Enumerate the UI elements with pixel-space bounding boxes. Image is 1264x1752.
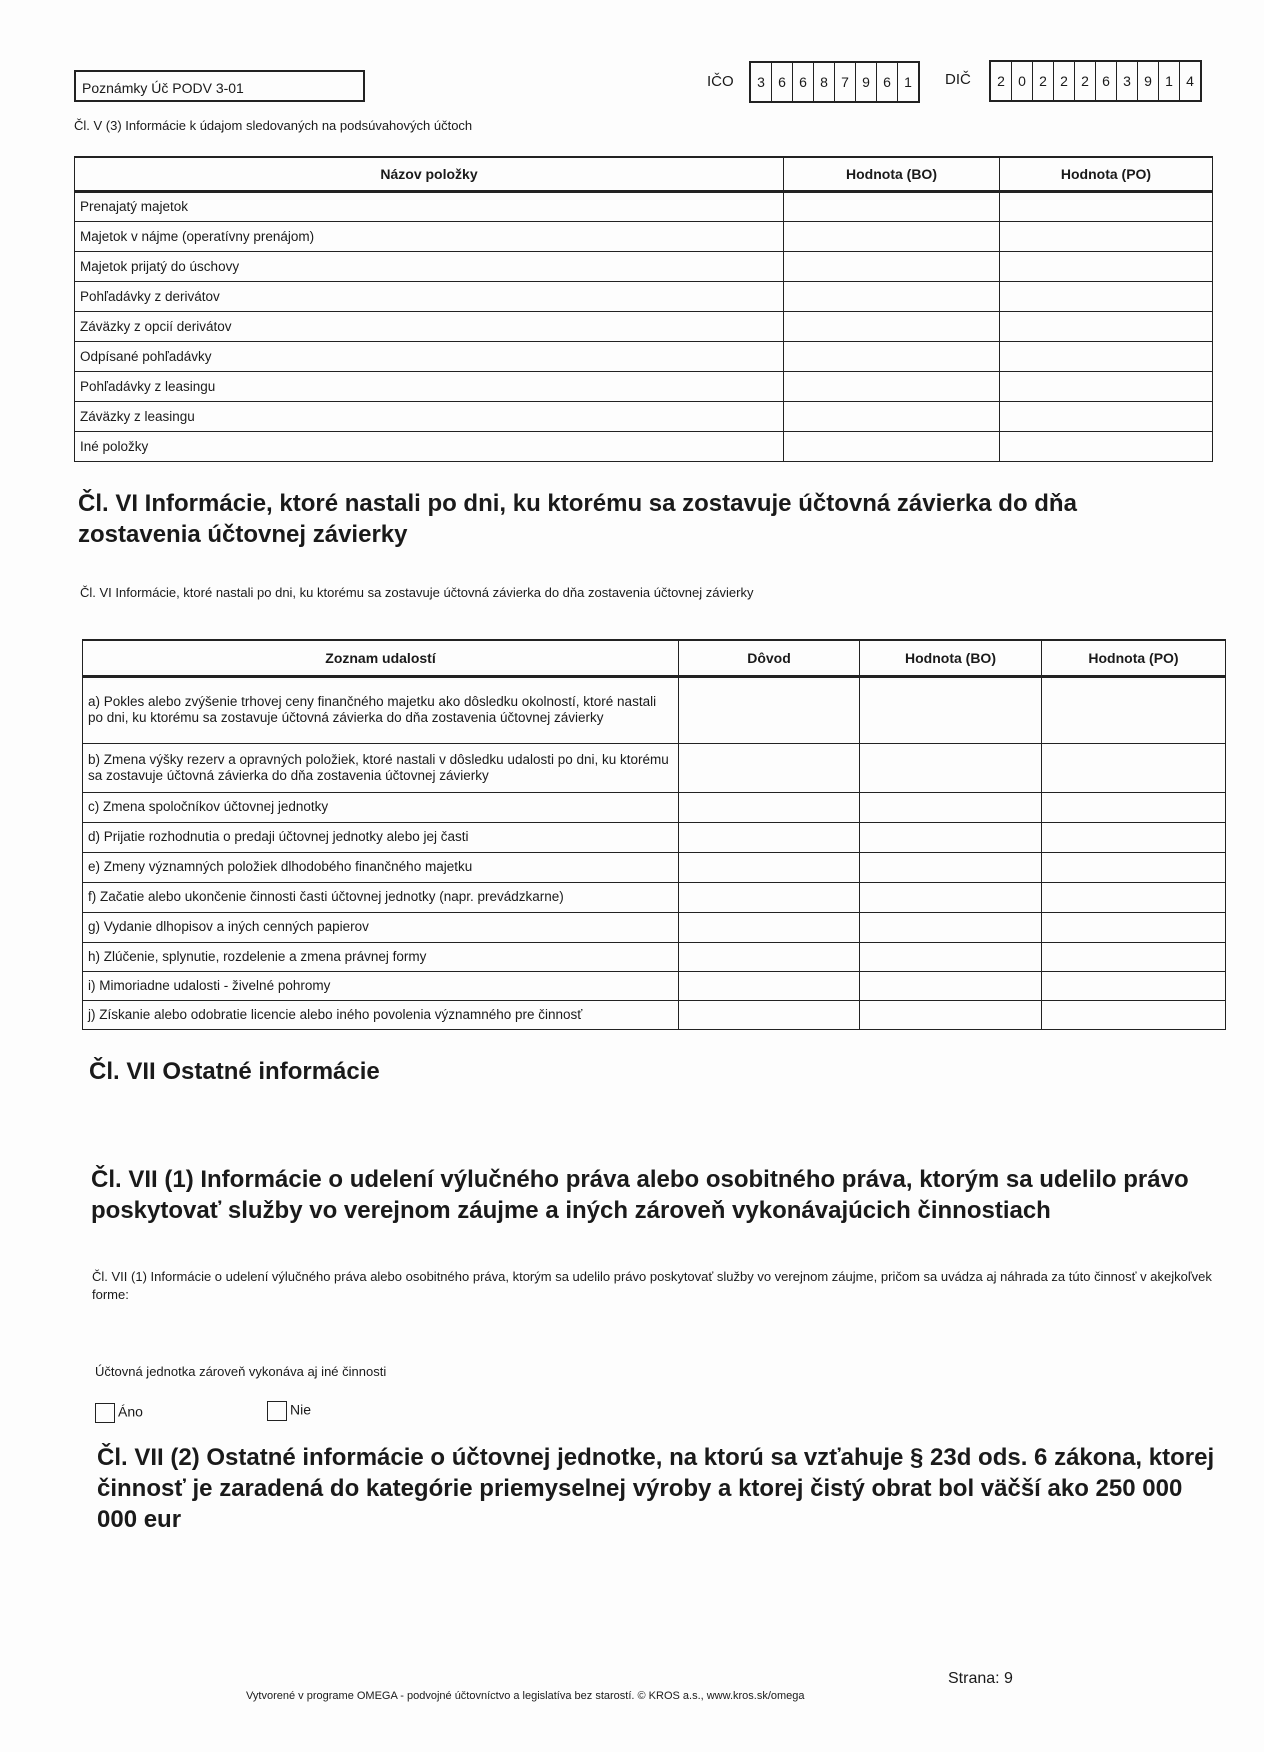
option-yes-label: Áno bbox=[118, 1403, 143, 1420]
ico-label: IČO bbox=[707, 73, 734, 90]
value-bo-cell[interactable] bbox=[860, 743, 1042, 792]
value-po-cell[interactable] bbox=[1042, 822, 1226, 852]
offbalance-table bbox=[74, 156, 1213, 462]
table-row bbox=[83, 912, 1226, 942]
value-po-cell[interactable] bbox=[1000, 341, 1213, 371]
value-po-cell[interactable] bbox=[1000, 401, 1213, 431]
col-header: Zoznam udalostí bbox=[83, 640, 679, 676]
table-row bbox=[83, 676, 1226, 743]
table-row bbox=[75, 191, 1213, 221]
value-bo-cell[interactable] bbox=[860, 912, 1042, 942]
value-bo-cell[interactable] bbox=[860, 822, 1042, 852]
value-po-cell[interactable] bbox=[1000, 221, 1213, 251]
table-row bbox=[75, 221, 1213, 251]
value-po-cell[interactable] bbox=[1042, 1000, 1226, 1029]
digit-cell: 1 bbox=[1159, 62, 1180, 100]
section-vii-1-heading: Čl. VII (1) Informácie o udelení výlučného práva alebo osobitného práva, ktorým sa udelilo právo poskytovať služby vo verejnom záujme a iných zároveň vykonávajúcich činnostiach bbox=[91, 1166, 1189, 1224]
table-row bbox=[83, 971, 1226, 1000]
digit-cell: 1 bbox=[904, 74, 912, 90]
table-row bbox=[75, 401, 1213, 431]
value-po-cell[interactable] bbox=[1042, 743, 1226, 792]
events-table bbox=[82, 639, 1226, 1030]
event-name: b) Zmena výšky rezerv a opravných položiek, ktoré nastali v dôsledku udalosti po dni, ku ktorému sa zostavuje účtovná závierka do dňa zostavenia účtovnej závierky bbox=[83, 743, 679, 792]
footer-credit: Vytvorené v programe OMEGA - podvojné účtovníctvo a legislatíva bez starostí. © KROS a.s., www.kros.sk/omega bbox=[246, 1690, 805, 1702]
item-name: Pohľadávky z leasingu bbox=[75, 371, 784, 401]
value-bo-cell[interactable] bbox=[784, 371, 1000, 401]
item-name: Majetok prijatý do úschovy bbox=[75, 251, 784, 281]
col-header: Hodnota (BO) bbox=[860, 640, 1042, 676]
section-vi-heading: Čl. VI Informácie, ktoré nastali po dni, ku ktorému sa zostavuje účtovná závierka do dňa zostavenia účtovnej závierky bbox=[78, 490, 1077, 548]
table-row bbox=[75, 311, 1213, 341]
reason-cell[interactable] bbox=[679, 1000, 860, 1029]
checkbox-no[interactable] bbox=[267, 1401, 287, 1421]
dic-label: DIČ bbox=[945, 71, 971, 88]
option-no[interactable] bbox=[267, 1401, 311, 1421]
value-po-cell[interactable] bbox=[1000, 281, 1213, 311]
digit-cell: 8 bbox=[814, 63, 835, 101]
checkbox-yes[interactable] bbox=[95, 1403, 115, 1423]
reason-cell[interactable] bbox=[679, 822, 860, 852]
reason-cell[interactable] bbox=[679, 743, 860, 792]
table-row bbox=[75, 431, 1213, 461]
event-name: c) Zmena spoločníkov účtovnej jednotky bbox=[83, 792, 679, 822]
value-bo-cell[interactable] bbox=[860, 852, 1042, 882]
item-name: Iné položky bbox=[75, 431, 784, 461]
item-name: Majetok v nájme (operatívny prenájom) bbox=[75, 221, 784, 251]
value-bo-cell[interactable] bbox=[860, 1000, 1042, 1029]
table-row bbox=[83, 743, 1226, 792]
event-name: g) Vydanie dlhopisov a iných cenných papierov bbox=[83, 912, 679, 942]
digit-cell: 2 bbox=[991, 62, 1012, 100]
digit-cell: 3 bbox=[751, 63, 772, 101]
event-name: d) Prijatie rozhodnutia o predaji účtovnej jednotky alebo jej časti bbox=[83, 822, 679, 852]
value-po-cell[interactable] bbox=[1042, 971, 1226, 1000]
section-v3-caption: Čl. V (3) Informácie k údajom sledovaných na podsúvahových účtoch bbox=[74, 118, 473, 133]
digit-cell: 6 bbox=[772, 63, 793, 101]
value-po-cell[interactable] bbox=[1042, 882, 1226, 912]
value-po-cell[interactable] bbox=[1000, 191, 1213, 221]
event-name: a) Pokles alebo zvýšenie trhovej ceny finančného majetku ako dôsledku okolností, ktoré nastali po dni, ku ktorému sa zostavuje účtovná závierka do dňa zostavenia účtovnej závierky bbox=[83, 676, 679, 743]
section-vii-heading: Čl. VII Ostatné informácie bbox=[89, 1058, 380, 1085]
table-row bbox=[75, 341, 1213, 371]
table-row bbox=[83, 792, 1226, 822]
table-row bbox=[75, 371, 1213, 401]
reason-cell[interactable] bbox=[679, 912, 860, 942]
value-po-cell[interactable] bbox=[1000, 371, 1213, 401]
table-row bbox=[75, 281, 1213, 311]
table-row bbox=[75, 251, 1213, 281]
value-po-cell[interactable] bbox=[1042, 676, 1226, 743]
value-po-cell[interactable] bbox=[1000, 431, 1213, 461]
table-row bbox=[83, 942, 1226, 971]
form-title: Poznámky Úč PODV 3-01 bbox=[74, 70, 365, 102]
col-header: Názov položky bbox=[75, 157, 784, 191]
col-header: Hodnota (BO) bbox=[784, 157, 1000, 191]
event-name: j) Získanie alebo odobratie licencie alebo iného povolenia významného pre činnosť bbox=[83, 1000, 679, 1029]
digit-cell: 7 bbox=[835, 63, 856, 101]
value-bo-cell[interactable] bbox=[860, 942, 1042, 971]
reason-cell[interactable] bbox=[679, 882, 860, 912]
event-name: f) Začatie alebo ukončenie činnosti časti účtovnej jednotky (napr. prevádzkarne) bbox=[83, 882, 679, 912]
digit-cell: 2 bbox=[1075, 62, 1096, 100]
value-po-cell[interactable] bbox=[1000, 251, 1213, 281]
digit-cell: 6 bbox=[793, 63, 814, 101]
value-bo-cell[interactable] bbox=[860, 971, 1042, 1000]
question-label: Účtovná jednotka zároveň vykonáva aj iné činnosti bbox=[95, 1364, 387, 1379]
item-name: Prenajatý majetok bbox=[75, 191, 784, 221]
value-po-cell[interactable] bbox=[1042, 852, 1226, 882]
value-bo-cell[interactable] bbox=[784, 341, 1000, 371]
reason-cell[interactable] bbox=[679, 942, 860, 971]
digit-cell: 4 bbox=[1186, 73, 1194, 89]
value-bo-cell[interactable] bbox=[784, 311, 1000, 341]
item-name: Pohľadávky z derivátov bbox=[75, 281, 784, 311]
event-name: i) Mimoriadne udalosti - živelné pohromy bbox=[83, 971, 679, 1000]
digit-cell: 2 bbox=[1054, 62, 1075, 100]
digit-cell: 2 bbox=[1033, 62, 1054, 100]
reason-cell[interactable] bbox=[679, 792, 860, 822]
reason-cell[interactable] bbox=[679, 971, 860, 1000]
digit-cell: 6 bbox=[877, 63, 898, 101]
value-po-cell[interactable] bbox=[1042, 942, 1226, 971]
value-po-cell[interactable] bbox=[1042, 912, 1226, 942]
col-header: Hodnota (PO) bbox=[1042, 640, 1226, 676]
value-bo-cell[interactable] bbox=[860, 792, 1042, 822]
value-po-cell[interactable] bbox=[1000, 311, 1213, 341]
value-bo-cell[interactable] bbox=[784, 431, 1000, 461]
page-number: Strana: 9 bbox=[948, 1670, 1013, 1687]
col-header: Dôvod bbox=[679, 640, 860, 676]
dic-digits bbox=[989, 60, 1202, 102]
event-name: h) Zlúčenie, splynutie, rozdelenie a zmena právnej formy bbox=[83, 942, 679, 971]
option-no-label: Nie bbox=[290, 1401, 312, 1418]
event-name: e) Zmeny významných položiek dlhodobého finančného majetku bbox=[83, 852, 679, 882]
item-name: Záväzky z opcií derivátov bbox=[75, 311, 784, 341]
option-yes[interactable] bbox=[95, 1403, 143, 1423]
section-vi-caption: Čl. VI Informácie, ktoré nastali po dni, ku ktorému sa zostavuje účtovná závierka do dňa zostavenia účtovnej závierky bbox=[80, 585, 754, 600]
value-bo-cell[interactable] bbox=[784, 281, 1000, 311]
digit-cell: 9 bbox=[856, 63, 877, 101]
digit-cell: 6 bbox=[1096, 62, 1117, 100]
reason-cell[interactable] bbox=[679, 676, 860, 743]
digit-cell: 0 bbox=[1012, 62, 1033, 100]
table-row bbox=[83, 852, 1226, 882]
value-bo-cell[interactable] bbox=[860, 882, 1042, 912]
table-row bbox=[83, 822, 1226, 852]
item-name: Záväzky z leasingu bbox=[75, 401, 784, 431]
digit-cell: 9 bbox=[1138, 62, 1159, 100]
section-vii-1-caption: Čl. VII (1) Informácie o udelení výlučného práva alebo osobitného práva, ktorým sa udelilo právo poskytovať služby vo verejnom záujme, pričom sa uvádza aj náhrada za túto činnosť v akejkoľvek forme: bbox=[92, 1269, 1212, 1302]
value-bo-cell[interactable] bbox=[784, 401, 1000, 431]
digit-cell: 3 bbox=[1117, 62, 1138, 100]
reason-cell[interactable] bbox=[679, 852, 860, 882]
ico-digits bbox=[749, 61, 920, 103]
value-bo-cell[interactable] bbox=[784, 221, 1000, 251]
value-bo-cell[interactable] bbox=[784, 191, 1000, 221]
table-row bbox=[83, 1000, 1226, 1029]
value-bo-cell[interactable] bbox=[860, 676, 1042, 743]
col-header: Hodnota (PO) bbox=[1000, 157, 1213, 191]
table-row bbox=[83, 882, 1226, 912]
value-po-cell[interactable] bbox=[1042, 792, 1226, 822]
item-name: Odpísané pohľadávky bbox=[75, 341, 784, 371]
value-bo-cell[interactable] bbox=[784, 251, 1000, 281]
section-vii-2-heading: Čl. VII (2) Ostatné informácie o účtovnej jednotke, na ktorú sa vzťahuje § 23d ods. 6 zákona, ktorej činnosť je zaradená do kategórie priemyselnej výroby a ktorej čistý obrat bol väčší ako 250 000 000 eur bbox=[97, 1444, 1215, 1533]
